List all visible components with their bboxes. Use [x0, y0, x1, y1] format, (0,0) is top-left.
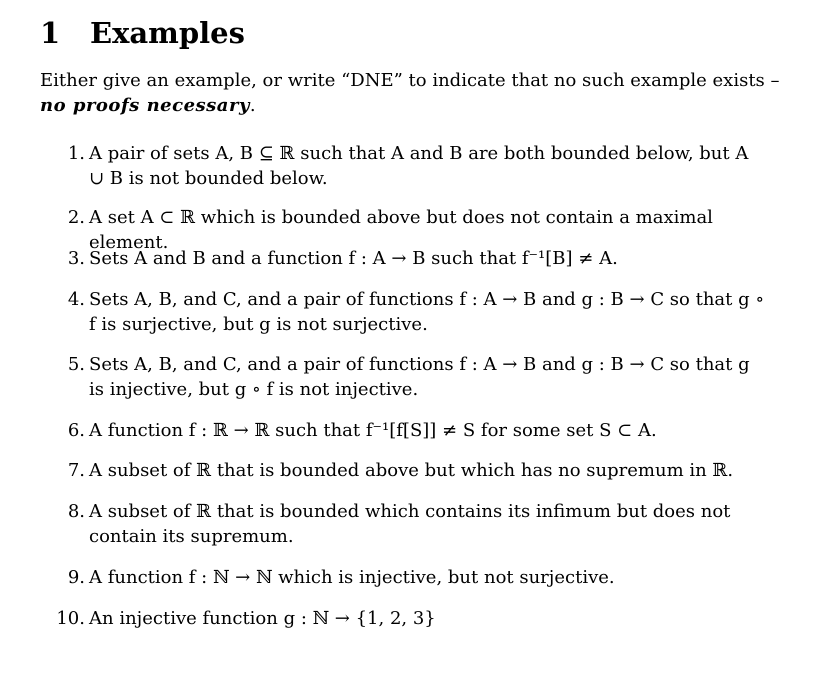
problem-number: 6. [67, 420, 85, 441]
problem-number: 10. [56, 608, 85, 629]
problem-item-10 [54, 606, 766, 631]
instructions-end: . [249, 95, 256, 116]
problem-number: 2. [67, 207, 85, 228]
problem-text: A set A ⊂ ℝ which is bounded above but does not contain a maximal element. [89, 207, 713, 253]
problem-text: Sets A, B, and C, and a pair of functions f : A → B and g : B → C so that g ∘ f is surjective, but g is not surjective. [89, 289, 765, 335]
problem-text: A pair of sets A, B ⊆ ℝ such that A and B are both bounded below, but A ∪ B is not bounded below. [89, 143, 749, 189]
problem-item-4 [54, 287, 766, 337]
section-heading [40, 15, 245, 51]
problem-number: 4. [67, 289, 85, 310]
problem-item-7 [54, 458, 766, 483]
instructions-text: Either give an example, or write “DNE” to indicate that no such example exists – [40, 70, 780, 91]
problem-item-3 [54, 246, 766, 271]
problem-item-1 [54, 141, 766, 191]
problem-text: A subset of ℝ that is bounded above but which has no supremum in ℝ. [89, 460, 734, 481]
problem-text: A function f : ℝ → ℝ such that f⁻¹[f[S]] ≠ S for some set S ⊂ A. [89, 420, 657, 441]
section-number: 1 [40, 16, 61, 50]
problem-item-8 [54, 499, 766, 549]
problem-number: 7. [67, 460, 85, 481]
problem-text: An injective function g : ℕ → {1, 2, 3} [89, 608, 436, 629]
problem-item-5 [54, 352, 766, 402]
problem-text: Sets A, B, and C, and a pair of functions f : A → B and g : B → C so that g is injective, but g ∘ f is not injective. [89, 354, 750, 400]
problem-text: A function f : ℕ → ℕ which is injective, but not surjective. [89, 567, 615, 588]
problem-item-6 [54, 418, 766, 443]
instructions-emphasis: no proofs necessary [40, 95, 250, 116]
problem-number: 1. [67, 143, 85, 164]
problem-item-9 [54, 565, 766, 590]
problem-number: 8. [67, 501, 85, 522]
problem-number: 5. [67, 354, 85, 375]
problem-number: 3. [67, 248, 85, 269]
section-title: Examples [90, 16, 245, 50]
problem-text: A subset of ℝ that is bounded which contains its infimum but does not contain its supremum. [89, 501, 731, 547]
problem-number: 9. [67, 567, 85, 588]
problem-text: Sets A and B and a function f : A → B such that f⁻¹[B] ≠ A. [89, 248, 618, 269]
instructions-paragraph [40, 68, 780, 118]
